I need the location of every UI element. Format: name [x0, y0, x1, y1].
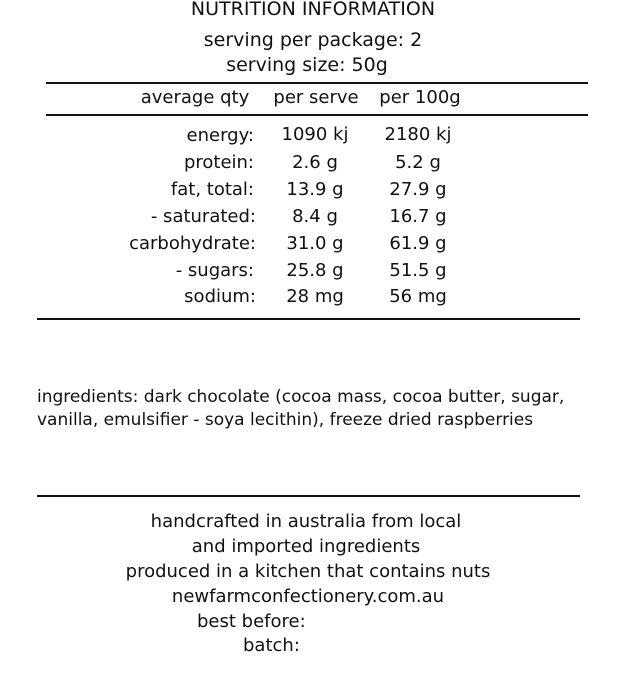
row-label: - saturated: [150, 206, 256, 227]
row-label: sodium: [184, 286, 256, 307]
row-per-100g: 5.2 g [395, 152, 441, 173]
origin-statement-line-1: handcrafted in australia from local [150, 511, 462, 532]
row-per-serve: 31.0 g [286, 233, 344, 254]
panel-title: NUTRITION INFORMATION [190, 0, 436, 20]
divider-top [46, 82, 588, 84]
row-per-100g: 27.9 g [389, 179, 447, 200]
divider-header [46, 114, 588, 116]
row-per-100g: 61.9 g [389, 233, 447, 254]
row-per-serve: 2.6 g [292, 152, 338, 173]
allergen-statement: produced in a kitchen that contains nuts [125, 561, 491, 582]
batch-label: batch: [243, 635, 300, 656]
column-header-average-qty: average qty [140, 87, 250, 108]
row-per-100g: 51.5 g [389, 260, 447, 281]
row-per-serve: 8.4 g [292, 206, 338, 227]
row-per-100g: 56 mg [389, 286, 447, 307]
column-header-per-serve: per serve [273, 87, 359, 108]
row-label: carbohydrate: [129, 233, 256, 254]
row-per-100g: 16.7 g [389, 206, 447, 227]
row-per-serve: 28 mg [286, 286, 344, 307]
row-label: protein: [183, 152, 254, 173]
row-label: energy: [186, 125, 254, 146]
ingredients-line-2: vanilla, emulsifier - soya lecithin), freeze dried raspberries [37, 410, 534, 430]
divider-table-bottom [37, 318, 580, 320]
website: newfarmconfectionery.com.au [171, 586, 445, 607]
row-per-serve: 13.9 g [286, 179, 344, 200]
row-label: - sugars: [175, 260, 254, 281]
row-per-serve: 25.8 g [286, 260, 344, 281]
row-label: fat, total: [170, 179, 254, 200]
row-per-100g: 2180 kj [384, 124, 452, 145]
serving-size: serving size: 50g [226, 54, 388, 76]
servings-per-package: serving per package: 2 [203, 29, 423, 51]
origin-statement-line-2: and imported ingredients [191, 536, 421, 557]
row-per-serve: 1090 kj [281, 124, 349, 145]
ingredients-line-1: ingredients: dark chocolate (cocoa mass, cocoa butter, sugar, [37, 387, 565, 407]
divider-footer [37, 495, 580, 497]
best-before-label: best before: [197, 611, 306, 632]
column-header-per-100g: per 100g [379, 87, 461, 108]
